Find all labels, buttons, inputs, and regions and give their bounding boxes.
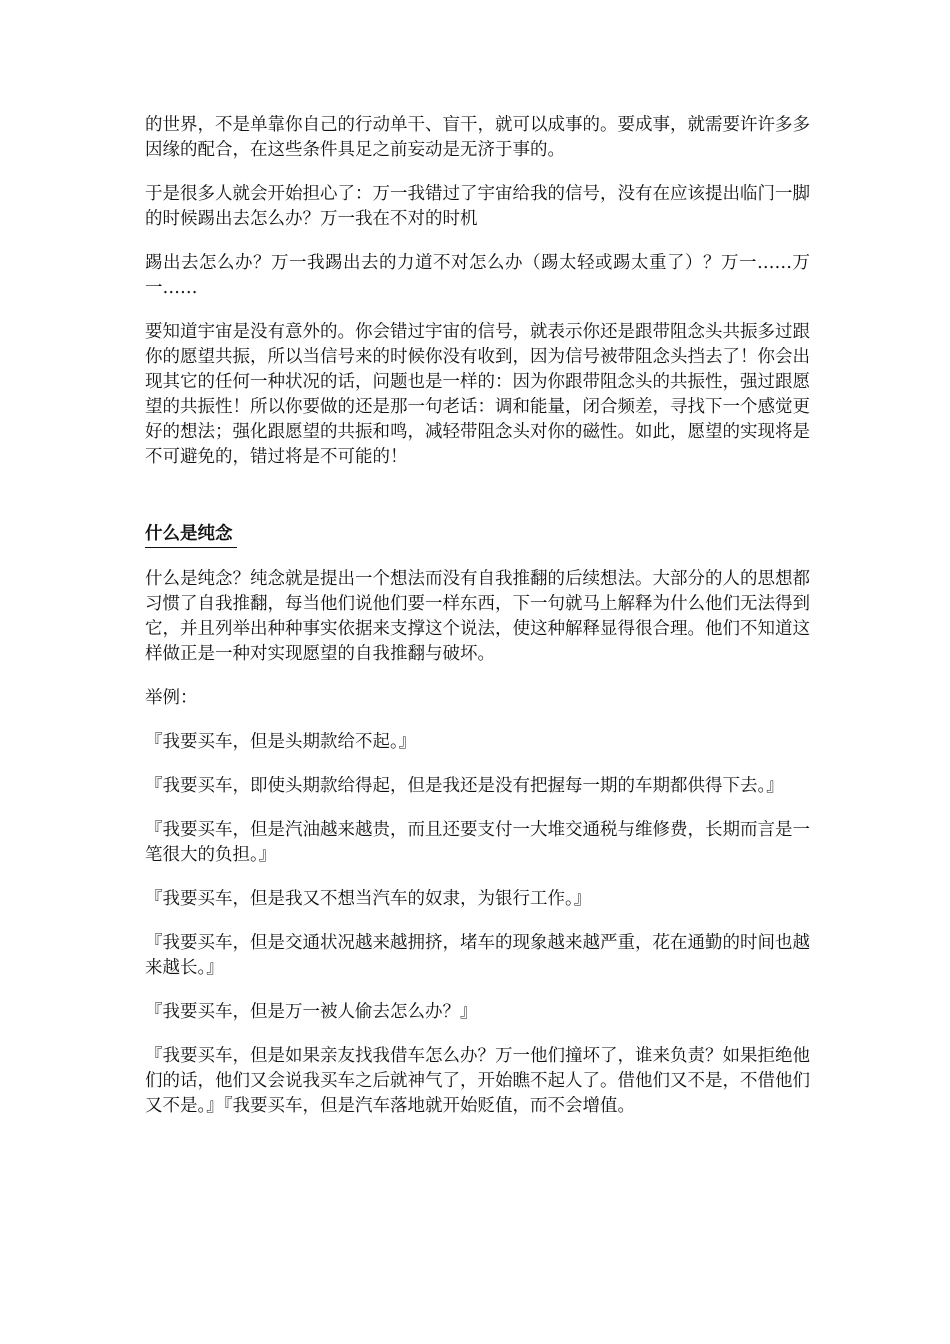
paragraph-intro-3: 踢出去怎么办？万一我踢出去的力道不对怎么办（踢太轻或踢太重了）？万一……万一…… [145,253,810,298]
paragraph-example-6: 『我要买车，但是万一被人偷去怎么办？』 [145,1002,478,1022]
paragraph-intro-2: 于是很多人就会开始担心了：万一我错过了宇宙给我的信号，没有在应该提出临门一脚的时候踢出去怎么办？万一我在不对的时机 [145,184,810,229]
document-page [145,113,810,1138]
section-heading: 什么是纯念 [145,522,237,548]
section-heading-wrap [145,522,810,548]
paragraph-example-2: 『我要买车，即使头期款给得起，但是我还是没有把握每一期的车期都供得下去。』 [145,776,784,796]
paragraph-intro-4: 要知道宇宙是没有意外的。你会错过宇宙的信号，就表示你还是跟带阻念头共振多过跟你的愿望共振，所以当信号来的时候你没有收到，因为信号被带阻念头挡去了！你会出现其它的任何一种状况的话，问题也是一样的：因为你跟带阻念头的共振性，强过跟愿望的共振性！所以你要做的还是那一句老话：调和能量，闭合频差，寻找下一个感觉更好的想法；强化跟愿望的共振和鸣，减轻带阻念头对你的磁性。如此，愿望的实现将是不可避免的，错过将是不可能的！ [145,322,810,467]
paragraph-definition: 什么是纯念？纯念就是提出一个想法而没有自我推翻的后续想法。大部分的人的思想都习惯了自我推翻，每当他们说他们要一样东西，下一句就马上解释为什么他们无法得到它，并且列举出种种事实依据来支撑这个说法，使这种解释显得很合理。他们不知道这样做正是一种对实现愿望的自我推翻与破坏。 [145,569,810,664]
paragraph-example-1: 『我要买车，但是头期款给不起。』 [145,732,417,752]
paragraph-example-label: 举例： [145,688,198,708]
paragraph-example-4: 『我要买车，但是我又不想当汽车的奴隶，为银行工作。』 [145,889,592,909]
paragraph-example-3: 『我要买车，但是汽油越来越贵，而且还要支付一大堆交通税与维修费，长期而言是一笔很大的负担。』 [145,820,810,865]
paragraph-intro-1: 的世界，不是单靠你自己的行动单干、盲干，就可以成事的。要成事，就需要许许多多因缘的配合，在这些条件具足之前妄动是无济于事的。 [145,115,810,160]
paragraph-example-5: 『我要买车，但是交通状况越来越拥挤，堵车的现象越来越严重，花在通勤的时间也越来越长。』 [145,933,810,978]
paragraph-example-7: 『我要买车，但是如果亲友找我借车怎么办？万一他们撞坏了，谁来负责？如果拒绝他们的话，他们又会说我买车之后就神气了，开始瞧不起人了。借他们又不是，不借他们又不是。』『我要买车，但是汽车落地就开始贬值，而不会增值。 [145,1046,810,1116]
